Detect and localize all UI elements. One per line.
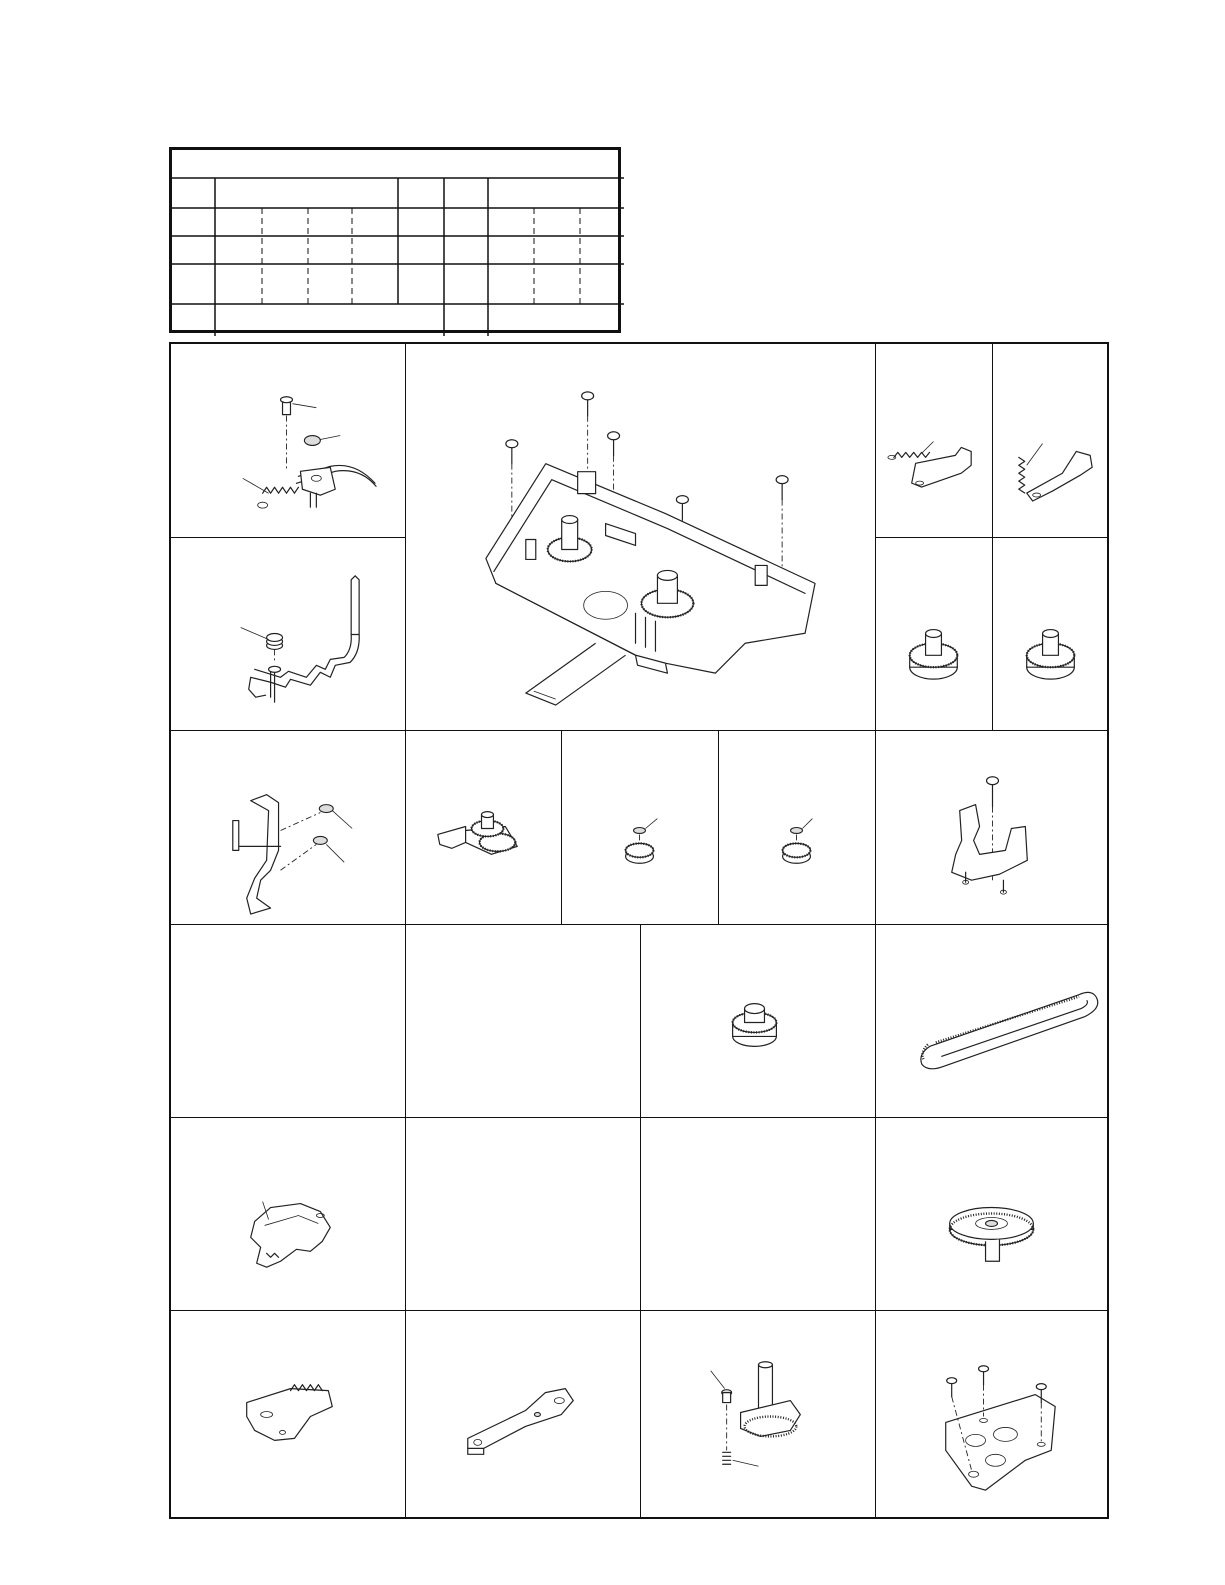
part-cell-6 — [876, 538, 993, 731]
small-gear-with-washer-icon — [719, 731, 875, 924]
part-cell-5 — [171, 538, 406, 731]
part-cell-7 — [993, 538, 1109, 731]
part-cell-12 — [876, 731, 1109, 925]
capstan-assembly-icon — [641, 1311, 875, 1519]
part-cell-21 — [171, 1311, 406, 1519]
parts-exploded-view-grid — [169, 342, 1109, 1519]
part-cell-11 — [719, 731, 876, 925]
sector-gear-plate-icon — [171, 1311, 405, 1519]
part-cell-13 — [171, 925, 406, 1118]
part-cell-24 — [876, 1311, 1109, 1519]
drive-belt-icon — [876, 925, 1109, 1117]
part-cell-18 — [406, 1118, 641, 1311]
mechanism-chassis-icon — [406, 344, 875, 730]
lever-plate-icon — [406, 1311, 640, 1519]
part-cell-19 — [641, 1118, 876, 1311]
part-cell-14 — [406, 925, 641, 1118]
part-cell-10 — [562, 731, 719, 925]
part-cell-15 — [641, 925, 876, 1118]
link-bracket-with-washers-icon — [171, 731, 405, 924]
gear-assembly-icon — [406, 731, 561, 924]
part-cell-20 — [876, 1118, 1109, 1311]
bracket-with-screw-icon — [876, 731, 1109, 924]
part-cell-2 — [406, 344, 876, 731]
legend-grid-lines — [172, 150, 624, 336]
part-cell-22 — [406, 1311, 641, 1519]
arm-with-spring-icon — [876, 344, 992, 537]
part-cell-16 — [876, 925, 1109, 1118]
part-cell-17 — [171, 1118, 406, 1311]
part-cell-23 — [641, 1311, 876, 1519]
large-gear-icon — [876, 1118, 1109, 1310]
reel-gear-icon — [876, 538, 992, 730]
small-gear-with-washer-icon — [562, 731, 718, 924]
reel-gear-icon — [993, 538, 1109, 730]
base-plate-with-screws-icon — [876, 1311, 1109, 1519]
part-cell-3 — [876, 344, 993, 538]
arm-with-spring-icon — [993, 344, 1109, 537]
cam-plate-icon — [171, 1118, 405, 1310]
link-lever-with-washer-icon — [171, 538, 405, 730]
part-cell-9 — [406, 731, 562, 925]
pulley-gear-icon — [641, 925, 875, 1117]
part-cell-1 — [171, 344, 406, 538]
part-cell-4 — [993, 344, 1109, 538]
legend-table — [169, 147, 621, 333]
lever-with-screw-and-spring-icon — [171, 344, 405, 537]
part-cell-8 — [171, 731, 406, 925]
